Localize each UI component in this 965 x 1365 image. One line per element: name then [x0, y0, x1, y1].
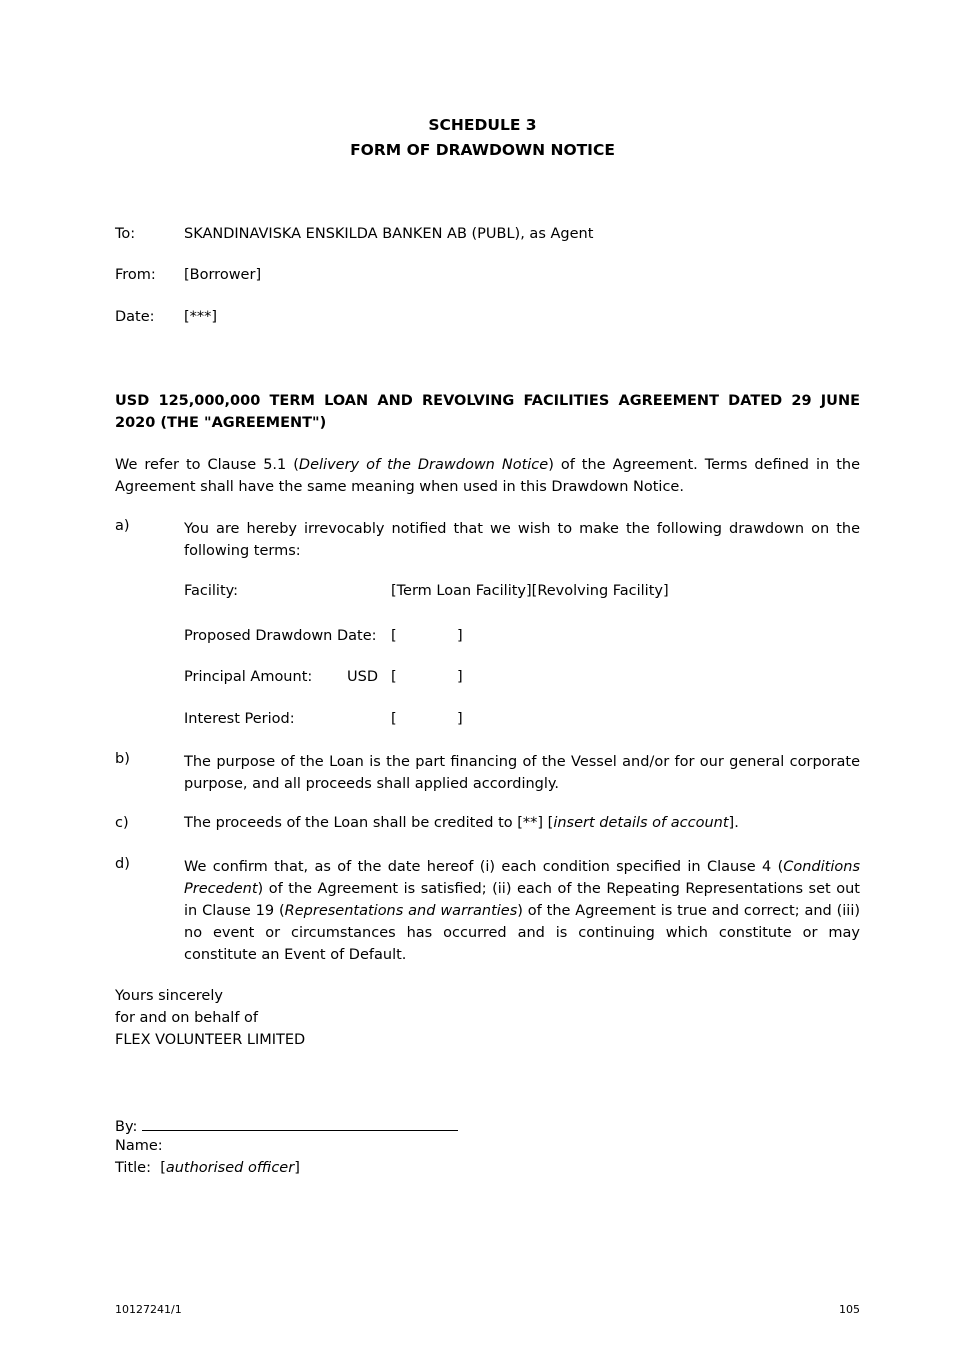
- item-c-text-2: ].: [728, 815, 739, 831]
- intro-paragraph: [115, 454, 860, 498]
- principal-label: Principal Amount:: [184, 669, 313, 685]
- item-d-italic-2: Representations and warranties: [284, 903, 518, 919]
- interest-period-label: Interest Period:: [184, 711, 295, 727]
- intro-italic: Delivery of the Drawdown Notice: [298, 457, 549, 473]
- item-a-text: You are hereby irrevocably notified that we wish to make the following drawdown on the following terms:: [184, 521, 860, 559]
- closing-line-1: Yours sincerely: [115, 988, 223, 1004]
- facility-value: [Term Loan Facility][Revolving Facility]: [391, 583, 669, 599]
- signature-by: [115, 1116, 458, 1135]
- from-label: From:: [115, 267, 156, 283]
- principal-open: [: [391, 669, 397, 685]
- closing-line-3: FLEX VOLUNTEER LIMITED: [115, 1032, 306, 1048]
- subject-heading: [115, 390, 860, 434]
- item-d-italic-1: Conditions Precedent: [184, 859, 860, 897]
- closing-line-2: for and on behalf of: [115, 1010, 259, 1026]
- principal-currency: USD: [347, 669, 378, 685]
- footer-doc-ref: 10127241/1: [115, 1303, 182, 1316]
- drawdown-date-close: ]: [457, 628, 463, 644]
- item-c-italic: insert details of account: [553, 815, 729, 831]
- signature-title: [115, 1160, 300, 1176]
- by-label: By:: [115, 1119, 138, 1135]
- intro-text-2: ) of the Agreement. Terms defined in the Agreement shall have the same meaning when used in this Drawdown Notice.: [115, 457, 861, 495]
- item-d-text-2: ) of the Agreement is satisfied; (ii) each of the Repeating Representations set out in Clause 19 (: [184, 881, 860, 919]
- intro-text-1: We refer to Clause 5.1 (: [115, 457, 299, 473]
- item-a-label: a): [115, 518, 130, 534]
- facility-label: Facility:: [184, 583, 239, 599]
- item-d-label: d): [115, 856, 130, 872]
- title-label: Title:: [115, 1160, 151, 1176]
- to-label: To:: [115, 226, 136, 242]
- item-d-text-3: ) of the Agreement is true and correct; and (iii) no event or circumstances has occurred and is continuing which constitute or may constitute an Event of Default.: [184, 903, 861, 963]
- schedule-heading: SCHEDULE 3: [428, 116, 537, 134]
- subject-line-2: 2020 (THE "AGREEMENT"): [115, 415, 327, 431]
- principal-close: ]: [457, 669, 463, 685]
- signature-line: [142, 1116, 458, 1131]
- title-close: ]: [294, 1160, 300, 1176]
- drawdown-date-label: Proposed Drawdown Date:: [184, 628, 377, 644]
- title-italic: authorised officer: [165, 1160, 295, 1176]
- item-b-text: The purpose of the Loan is the part financing of the Vessel and/or for our general corporate purpose, and all proceeds shall applied accordingly.: [184, 754, 860, 792]
- form-title: FORM OF DRAWDOWN NOTICE: [350, 141, 615, 159]
- name-label: Name:: [115, 1138, 163, 1154]
- drawdown-date-open: [: [391, 628, 397, 644]
- item-d-text-1: We confirm that, as of the date hereof (i) each condition specified in Clause 4 (: [184, 859, 784, 875]
- title-open: [: [160, 1160, 166, 1176]
- to-value: SKANDINAVISKA ENSKILDA BANKEN AB (PUBL), as Agent: [184, 226, 594, 242]
- subject-line-1: USD 125,000,000 TERM LOAN AND REVOLVING FACILITIES AGREEMENT DATED 29 JUNE: [115, 393, 860, 409]
- from-value: [Borrower]: [184, 267, 262, 283]
- item-d-text: [184, 856, 860, 966]
- interest-period-close: ]: [457, 711, 463, 727]
- date-value: [***]: [184, 309, 218, 325]
- item-c-text: [184, 815, 739, 831]
- item-c-label: c): [115, 815, 129, 831]
- item-c-text-1: The proceeds of the Loan shall be credited to [**] [: [184, 815, 554, 831]
- interest-period-open: [: [391, 711, 397, 727]
- date-label: Date:: [115, 309, 155, 325]
- item-b-label: b): [115, 751, 130, 767]
- footer-page-number: 105: [839, 1303, 860, 1316]
